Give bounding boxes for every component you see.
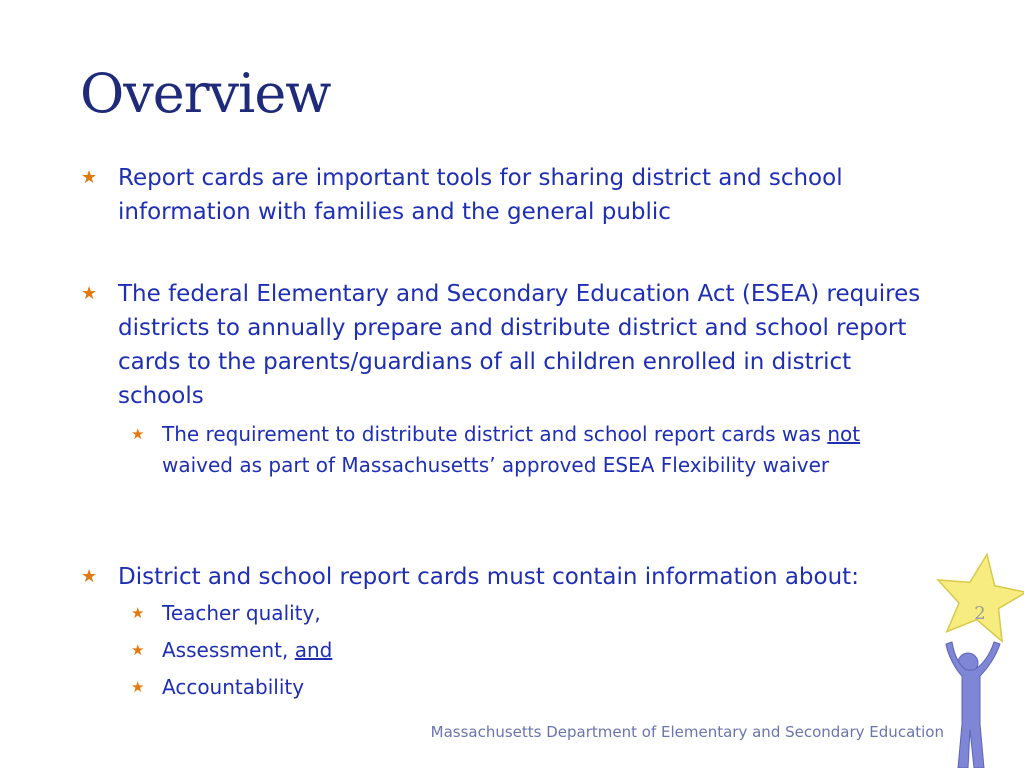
footer-text: Massachusetts Department of Elementary and Secondary Education xyxy=(430,723,944,741)
bullet-item xyxy=(81,560,928,594)
bullet-text: District and school report cards must contain information about: xyxy=(118,564,859,590)
star-icon: ★ xyxy=(81,283,98,304)
sub-bullet-item xyxy=(131,598,922,629)
sub-bullet-emphasis: not xyxy=(827,422,861,446)
star-icon: ★ xyxy=(131,604,145,622)
sub-bullet-text: Accountability xyxy=(162,675,305,699)
sub-bullet-text-after: waived as part of Massachusetts’ approved ESEA Flexibility waiver xyxy=(162,453,830,477)
sub-bullet-text-before: Assessment, xyxy=(162,638,295,662)
sub-bullet-item xyxy=(131,419,922,481)
star-icon: ★ xyxy=(81,566,98,587)
bullet-text: Report cards are important tools for sharing district and school information with families and the general public xyxy=(118,165,843,225)
star-person-icon xyxy=(918,552,1024,768)
slide-title: Overview xyxy=(80,62,331,125)
star-icon: ★ xyxy=(131,641,145,659)
sub-bullet-item xyxy=(131,672,922,703)
page-number: 2 xyxy=(974,603,986,624)
sub-bullet-text: Teacher quality, xyxy=(162,601,321,625)
bullet-text: The federal Elementary and Secondary Education Act (ESEA) requires districts to annually prepare and distribute district and school report cards to the parents/guardians of all children enrolled in district schools xyxy=(118,281,921,409)
star-icon: ★ xyxy=(131,678,145,696)
bullet-item xyxy=(81,161,928,229)
sub-bullet-text-before: The requirement to distribute district and school report cards was xyxy=(162,422,828,446)
sub-bullet-emphasis: and xyxy=(294,638,333,662)
star-icon: ★ xyxy=(81,167,98,188)
star-icon: ★ xyxy=(131,425,145,443)
bullet-item xyxy=(81,277,928,413)
sub-bullet-item xyxy=(131,635,922,666)
